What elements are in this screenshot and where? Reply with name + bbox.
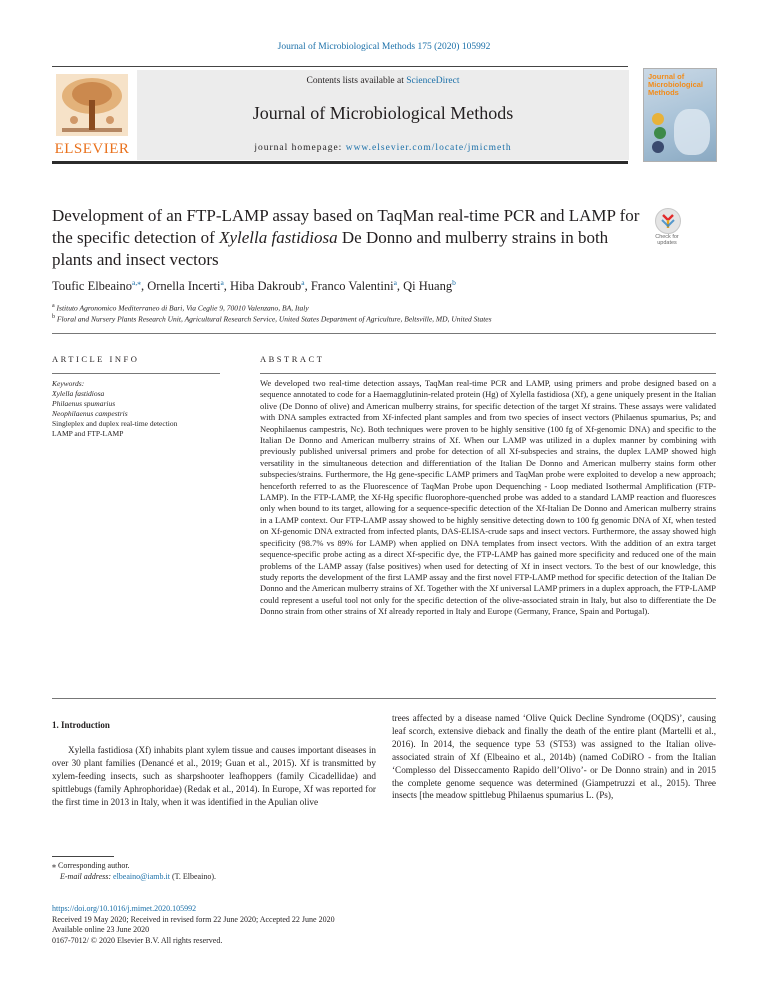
author-sup[interactable]: a: [301, 278, 305, 287]
article-info-heading: ARTICLE INFO: [52, 354, 140, 364]
paragraph: trees affected by a disease named ‘Olive Quick Decline Syndrome (OQDS)’, causing leaf scorch, extensive dieback and finally the death of the entire plant (Martelli et al., 2016). In 2014, the sequence type 53 (ST53) was assigned to the Italian olive-associated strain of Xf (Elbeaino et al., 2014b) (named CoDiRO - from the Italian ‘Complesso del Disseccamento Rapido dell’Olivo’- or De Donno strain) and in 2015 the complete genome sequence was determined (Giampetruzzi et al., 2015). Three insects [the meadow spittlebug Philaenus spumarius L. (Ps),: [392, 713, 716, 801]
author-sup[interactable]: b: [452, 278, 456, 287]
cover-dot: [652, 113, 664, 125]
publication-info: [52, 904, 552, 946]
affiliation-key: a: [52, 303, 55, 309]
author-name[interactable]: Franco Valentini: [310, 279, 394, 294]
footnote: [52, 860, 452, 882]
affiliation: [52, 303, 712, 313]
affiliation-text: Floral and Nursery Plants Research Unit, Agricultural Research Service, United States Department of Agriculture, Beltsville, MD, United States: [56, 314, 492, 324]
cover-dot: [674, 109, 710, 155]
email-suffix: (T. Elbeaino).: [169, 872, 216, 881]
elsevier-logo: [52, 72, 132, 158]
email-label: E-mail address:: [60, 872, 114, 881]
title-species: Xylella fastidiosa: [219, 228, 338, 247]
elsevier-wordmark: ELSEVIER: [54, 141, 130, 157]
author-name[interactable]: Hiba Dakroub: [230, 279, 302, 294]
paragraph: Xylella fastidiosa (Xf) inhabits plant xylem tissue and causes important diseases in over 30 plant families (Denancé et al., 2019; Guan et al., 2015). Xf is transmitted by xylem-feeding insects, such as sharpshooter leafhoppers (family Cicadellidae) and spittlebugs (family Aphrophoridae) (Redak et al., 2014). In Europe, Xf was reported for the first time in 2013 in Italy, when it was identified in the Apulian olive: [52, 745, 376, 807]
journal-citation[interactable]: Journal of Microbiological Methods 175 (2020) 105992: [277, 42, 491, 52]
keywords-block: [52, 379, 232, 439]
introduction-heading: 1. Introduction: [52, 720, 110, 730]
header-rule: [52, 66, 628, 67]
homepage-prefix: journal homepage:: [254, 143, 346, 153]
footnote-rule: [52, 856, 114, 857]
author-name[interactable]: Toufic Elbeaino: [52, 279, 132, 294]
section-rule: [52, 333, 716, 334]
corresponding-author-note: ⁎ Corresponding author.: [52, 861, 130, 870]
author-name[interactable]: Ornella Incerti: [147, 279, 221, 294]
email-line: [52, 871, 452, 882]
journal-title: Journal of Microbiological Methods: [252, 103, 514, 123]
abstract-text: We developed two real-time detection assays, TaqMan real-time PCR and LAMP, using primers and probe designed based on a sequence annotated to code for a Haemagglutinin-related protein (Hg) of Xylella fastidiosa (Xf), a gene uniquely present in the Italian olive (De Donno of olive) and American mulberry strains, for specific detection of the target Xf strains. These assays were validated with DNA samples extracted from Xf-infected plant samples and from two species of insect vectors (Philaenus spumarius, Ps; and Neophilaenus campestris, Nc). Both techniques were proven to be highly sensitive (100 fg of Xf-genomic DNA) and specific to the Italian De Donno and American mulberry strains of Xf. When our LAMP was utilized in a duplex manner by combining with previously published universal primers and probe for detection of all Xf-subspecies and strains, the duplex LAMP showed high versatility in the simultaneous detection and differentiation of the Italian De Donno and American mulberry stains form other subspecies/strains. Furthermore, the Hg gene-specific LAMP primers and TaqMan probe were exploited to develop a new approach; henceforth referred to as the Fluorescence of TaqMan Probe upon Dequenching - Loop mediated Isothermal Amplification (FTP-LAMP). In the FTP-LAMP, the Xf-Hg specific fluorophore-quenched probe was added to a standard LAMP reaction and fluoresces only when bound to its target, allowing for a sequence-specific detection of the Xf-Italian De Donno and American mulberry strains in a LAMP context. Our FTP-LAMP assay showed to be highly sensitive detecting down to 100 fg genomic DNA of Xf, when tested on Xf-genomic DNA extracted from infected plants, DAS-ELISA-crude saps and insect vectors. Furthermore, the assay showed high specificity (98.7% vs 89% for LAMP) when applied on DNA templates from insect vectors. With the addition of an extra target sequence-specific probe acting as a direct Xf-specific dye, the FTP-LAMP has gained more specificity and reduced one of the main problems of the LAMP assay (false positives) when used for detecting of Xf in insect vectors. To the best of our knowledge, this study reports the development of the first LAMP assay and the first novel FTP-LAMP method for specific detection of the Italian De Donno and the American mulberry strains of Xf. Together with the Xf universal LAMP primers in a duplex approach, the FTP-LAMP could represent a useful tool not only for the specific detection of the olive-associated strain in Italy, but also to differentiate the De Donno strain from other strains of Xf already reported in Italy and Europe (Germany, France, Spain and Portugal).: [260, 378, 716, 617]
cover-dot: [652, 141, 664, 153]
abstract-rule: [260, 373, 716, 374]
doi-link[interactable]: https://doi.org/10.1016/j.mimet.2020.105992: [52, 904, 197, 913]
author-list: Toufic Elbeaino$^{a,⁎}$, Ornella Incerti$^a$, Hiba Dakroub$^a$, Franco Valentini$^a$, Qi Huang$^b$: [52, 278, 456, 294]
crossmark-label: Check for updates: [655, 234, 679, 246]
introduction-column-right: [392, 712, 716, 802]
article-title: [52, 205, 642, 271]
keyword: LAMP and FTP-LAMP: [52, 429, 124, 438]
title-part: Development of an FTP-LAMP assay based on TaqMan real-time PCR and LAMP for the specific detection of: [52, 206, 640, 247]
sciencedirect-link[interactable]: ScienceDirect: [406, 76, 460, 86]
cover-title: Journal of Microbiological Methods: [648, 72, 704, 97]
homepage-line: [137, 143, 629, 153]
available-online: Available online 23 June 2020: [52, 925, 150, 935]
header-thick-rule: [52, 161, 628, 164]
copyright: 0167-7012/ © 2020 Elsevier B.V. All rights reserved.: [52, 935, 223, 945]
author-sup[interactable]: a,⁎: [132, 278, 141, 287]
keyword: Philaenus spumarius: [52, 399, 116, 408]
keywords-label: Keywords:: [52, 379, 85, 388]
homepage-link[interactable]: www.elsevier.com/locate/jmicmeth: [345, 143, 512, 153]
cover-dot: [654, 127, 666, 139]
contents-prefix: Contents lists available at: [306, 76, 407, 86]
crossmark-icon: [655, 208, 681, 234]
keywords-rule: [52, 373, 220, 374]
check-for-updates-badge[interactable]: [650, 208, 684, 248]
received-dates: Received 19 May 2020; Received in revised form 22 June 2020; Accepted 22 June 2020: [52, 914, 335, 924]
email-link[interactable]: elbeaino@iamb.it: [113, 872, 170, 881]
affiliation-text: Istituto Agronomico Mediterraneo di Bari, Via Ceglie 9, 70010 Valenzano, BA, Italy: [56, 303, 309, 313]
elsevier-tree-icon: [52, 72, 132, 138]
keyword: Xylella fastidiosa: [52, 389, 105, 398]
affiliation: [52, 314, 712, 324]
title-part: De Donno and mulberry strains in both plants and insect vectors: [52, 228, 609, 269]
author-name[interactable]: Qi Huang: [403, 279, 453, 294]
journal-cover-image: [643, 68, 717, 162]
affiliation-key: b: [52, 314, 55, 320]
introduction-column-left: [52, 744, 376, 809]
contents-line: [137, 76, 629, 86]
keyword: Singleplex and duplex real-time detection: [52, 419, 178, 428]
keyword: Neophilaenus campestris: [52, 409, 128, 418]
abstract-heading: ABSTRACT: [260, 354, 325, 364]
author-sup[interactable]: a: [220, 278, 224, 287]
author-sup[interactable]: a: [393, 278, 397, 287]
section-rule: [52, 698, 716, 699]
